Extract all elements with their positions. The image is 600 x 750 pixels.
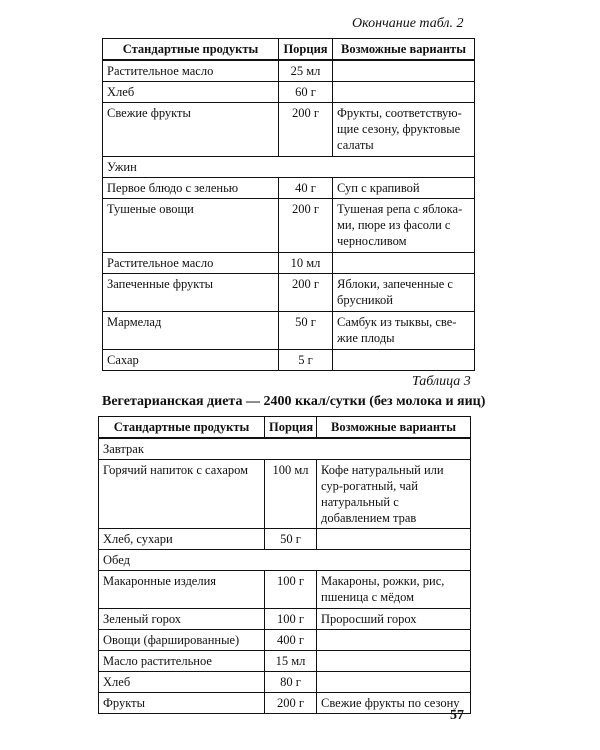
product-cell: Свежие фрукты bbox=[103, 103, 279, 157]
table-row bbox=[103, 60, 475, 82]
table-row bbox=[103, 253, 475, 274]
product-cell: Растительное масло bbox=[103, 60, 279, 82]
column-header-variants: Возможные варианты bbox=[317, 417, 471, 439]
column-header-products: Стандартные продукты bbox=[99, 417, 265, 439]
product-cell: Тушеные овощи bbox=[103, 199, 279, 253]
portion-cell: 400 г bbox=[265, 630, 317, 651]
column-header-portion: Порция bbox=[279, 39, 333, 61]
product-cell: Фрукты bbox=[99, 693, 265, 714]
product-cell: Хлеб, сухари bbox=[99, 529, 265, 550]
product-cell: Хлеб bbox=[103, 82, 279, 103]
table-row bbox=[103, 178, 475, 199]
section-label: Ужин bbox=[103, 157, 475, 178]
variants-cell: Фрукты, соответствую-щие сезону, фруктовые салаты bbox=[333, 103, 475, 157]
portion-cell: 15 мл bbox=[265, 651, 317, 672]
product-cell: Овощи (фаршированные) bbox=[99, 630, 265, 651]
product-cell: Масло растительное bbox=[99, 651, 265, 672]
table-row bbox=[103, 274, 475, 312]
variants-cell bbox=[333, 350, 475, 371]
variants-cell bbox=[333, 253, 475, 274]
table-row bbox=[99, 460, 471, 529]
portion-cell: 50 г bbox=[279, 312, 333, 350]
table3-title: Вегетарианская диета — 2400 ккал/сутки (без молока и яиц) bbox=[102, 394, 486, 409]
section-label: Обед bbox=[99, 550, 471, 571]
table-row bbox=[99, 630, 471, 651]
table-row bbox=[103, 82, 475, 103]
table3 bbox=[98, 416, 471, 714]
variants-cell: Тушеная репа с яблока-ми, пюре из фасоли с черносливом bbox=[333, 199, 475, 253]
column-header-products: Стандартные продукты bbox=[103, 39, 279, 61]
column-header-portion: Порция bbox=[265, 417, 317, 439]
portion-cell: 50 г bbox=[265, 529, 317, 550]
table3-header-row bbox=[99, 417, 471, 439]
variants-cell bbox=[317, 529, 471, 550]
portion-cell: 5 г bbox=[279, 350, 333, 371]
variants-cell bbox=[333, 60, 475, 82]
table2 bbox=[102, 38, 475, 371]
product-cell: Первое блюдо с зеленью bbox=[103, 178, 279, 199]
page-number: 57 bbox=[450, 708, 464, 723]
table-row bbox=[99, 693, 471, 714]
variants-cell bbox=[317, 651, 471, 672]
table2-header-row bbox=[103, 39, 475, 61]
variants-cell: Свежие фрукты по сезону bbox=[317, 693, 471, 714]
portion-cell: 100 мл bbox=[265, 460, 317, 529]
table-row bbox=[99, 609, 471, 630]
portion-cell: 60 г bbox=[279, 82, 333, 103]
product-cell: Запеченные фрукты bbox=[103, 274, 279, 312]
variants-cell: Самбук из тыквы, све-жие плоды bbox=[333, 312, 475, 350]
portion-cell: 200 г bbox=[279, 199, 333, 253]
section-row bbox=[99, 438, 471, 460]
section-label: Завтрак bbox=[99, 438, 471, 460]
column-header-variants: Возможные варианты bbox=[333, 39, 475, 61]
portion-cell: 200 г bbox=[279, 103, 333, 157]
variants-cell: Проросший горох bbox=[317, 609, 471, 630]
portion-cell: 40 г bbox=[279, 178, 333, 199]
variants-cell: Суп с крапивой bbox=[333, 178, 475, 199]
variants-cell bbox=[317, 672, 471, 693]
product-cell: Хлеб bbox=[99, 672, 265, 693]
product-cell: Мармелад bbox=[103, 312, 279, 350]
variants-cell: Кофе натуральный или сур-рогатный, чай натуральный с добавлением трав bbox=[317, 460, 471, 529]
portion-cell: 100 г bbox=[265, 609, 317, 630]
variants-cell bbox=[317, 630, 471, 651]
table-row bbox=[99, 672, 471, 693]
table-row bbox=[99, 651, 471, 672]
product-cell: Сахар bbox=[103, 350, 279, 371]
table3-caption: Таблица 3 bbox=[412, 374, 471, 389]
product-cell: Макаронные изделия bbox=[99, 571, 265, 609]
portion-cell: 200 г bbox=[279, 274, 333, 312]
product-cell: Зеленый горох bbox=[99, 609, 265, 630]
table-row bbox=[103, 312, 475, 350]
portion-cell: 100 г bbox=[265, 571, 317, 609]
product-cell: Растительное масло bbox=[103, 253, 279, 274]
table-row bbox=[103, 199, 475, 253]
variants-cell bbox=[333, 82, 475, 103]
portion-cell: 25 мл bbox=[279, 60, 333, 82]
portion-cell: 200 г bbox=[265, 693, 317, 714]
portion-cell: 10 мл bbox=[279, 253, 333, 274]
variants-cell: Яблоки, запеченные с брусникой bbox=[333, 274, 475, 312]
portion-cell: 80 г bbox=[265, 672, 317, 693]
section-row bbox=[99, 550, 471, 571]
table-row bbox=[103, 350, 475, 371]
table-row bbox=[99, 571, 471, 609]
section-row bbox=[103, 157, 475, 178]
table-row bbox=[103, 103, 475, 157]
table-row bbox=[99, 529, 471, 550]
table2-caption: Окончание табл. 2 bbox=[352, 16, 464, 31]
product-cell: Горячий напиток с сахаром bbox=[99, 460, 265, 529]
variants-cell: Макароны, рожки, рис, пшеница с мёдом bbox=[317, 571, 471, 609]
